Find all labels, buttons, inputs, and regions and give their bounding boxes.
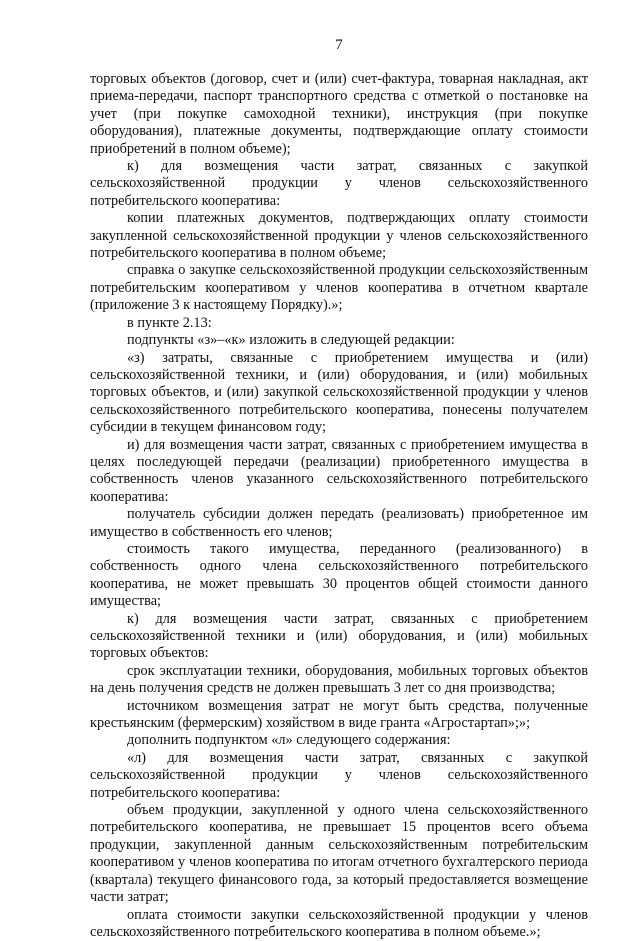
paragraph-10: стоимость такого имущества, переданного (реализованного) в собственность одного члена сельскохозяйственного потребительского кооператива, не может превышать 30 процентов общей стоимости данного имущества; [90, 541, 588, 611]
paragraph-2: к) для возмещения части затрат, связанных с закупкой сельскохозяйственной продукции у членов сельскохозяйственного потребительского кооператива: [90, 158, 588, 210]
paragraph-9: получатель субсидии должен передать (реализовать) приобретенное им имущество в собственность его членов; [90, 506, 588, 541]
paragraph-15: «л) для возмещения части затрат, связанных с закупкой сельскохозяйственной продукции у членов сельскохозяйственного потребительского кооператива: [90, 750, 588, 802]
paragraph-6: подпункты «з»–«к» изложить в следующей редакции: [90, 332, 588, 349]
document-body [90, 71, 588, 941]
paragraph-8: и) для возмещения части затрат, связанных с приобретением имущества в целях последующей передачи (реализации) приобретенного имущества в собственность членов указанного сельскохозяйственного потребительского кооператива: [90, 437, 588, 507]
paragraph-1: торговых объектов (договор, счет и (или) счет-фактура, товарная накладная, акт приема-передачи, паспорт транспортного средства с отметкой о постановке на учет (при покупке самоходной техники), инструкция (при покупке оборудования), платежные документы, подтверждающие оплату стоимости приобретений в полном объеме); [90, 71, 588, 158]
paragraph-16: объем продукции, закупленной у одного члена сельскохозяйственного потребительского кооператива, не превышает 15 процентов всего объема продукции, закупленной данным сельскохозяйственным потребительским кооперативом у членов кооператива по итогам отчетного бухгалтерского периода (квартала) текущего финансового года, за который предоставляется возмещение части затрат; [90, 802, 588, 906]
paragraph-7: «з) затраты, связанные с приобретением имущества и (или) сельскохозяйственной техники, и (или) оборудования, и (или) мобильных торговых объектов, и (или) закупкой сельскохозяйственной продукции у членов сельскохозяйственного потребительского кооператива, понесены получателем субсидии в текущем финансовом году; [90, 350, 588, 437]
paragraph-17: оплата стоимости закупки сельскохозяйственной продукции у членов сельскохозяйственного потребительского кооператива в полном объеме.»; [90, 907, 588, 941]
paragraph-12: срок эксплуатации техники, оборудования, мобильных торговых объектов на день получения средств не должен превышать 3 лет со дня производства; [90, 663, 588, 698]
paragraph-4: справка о закупке сельскохозяйственной продукции сельскохозяйственным потребительским кооперативом у членов кооператива в отчетном квартале (приложение 3 к настоящему Порядку).»; [90, 262, 588, 314]
paragraph-13: источником возмещения затрат не могут быть средства, полученные крестьянским (фермерским) хозяйством в виде гранта «Агростартап»;»; [90, 698, 588, 733]
page-number: 7 [90, 36, 588, 54]
paragraph-3: копии платежных документов, подтверждающих оплату стоимости закупленной сельскохозяйственной продукции у членов сельскохозяйственного потребительского кооператива в полном объеме; [90, 210, 588, 262]
paragraph-14: дополнить подпунктом «л» следующего содержания: [90, 732, 588, 749]
paragraph-5: в пункте 2.13: [90, 315, 588, 332]
paragraph-11: к) для возмещения части затрат, связанных с приобретением сельскохозяйственной техники и (или) оборудования, и (или) мобильных торговых объектов: [90, 611, 588, 663]
